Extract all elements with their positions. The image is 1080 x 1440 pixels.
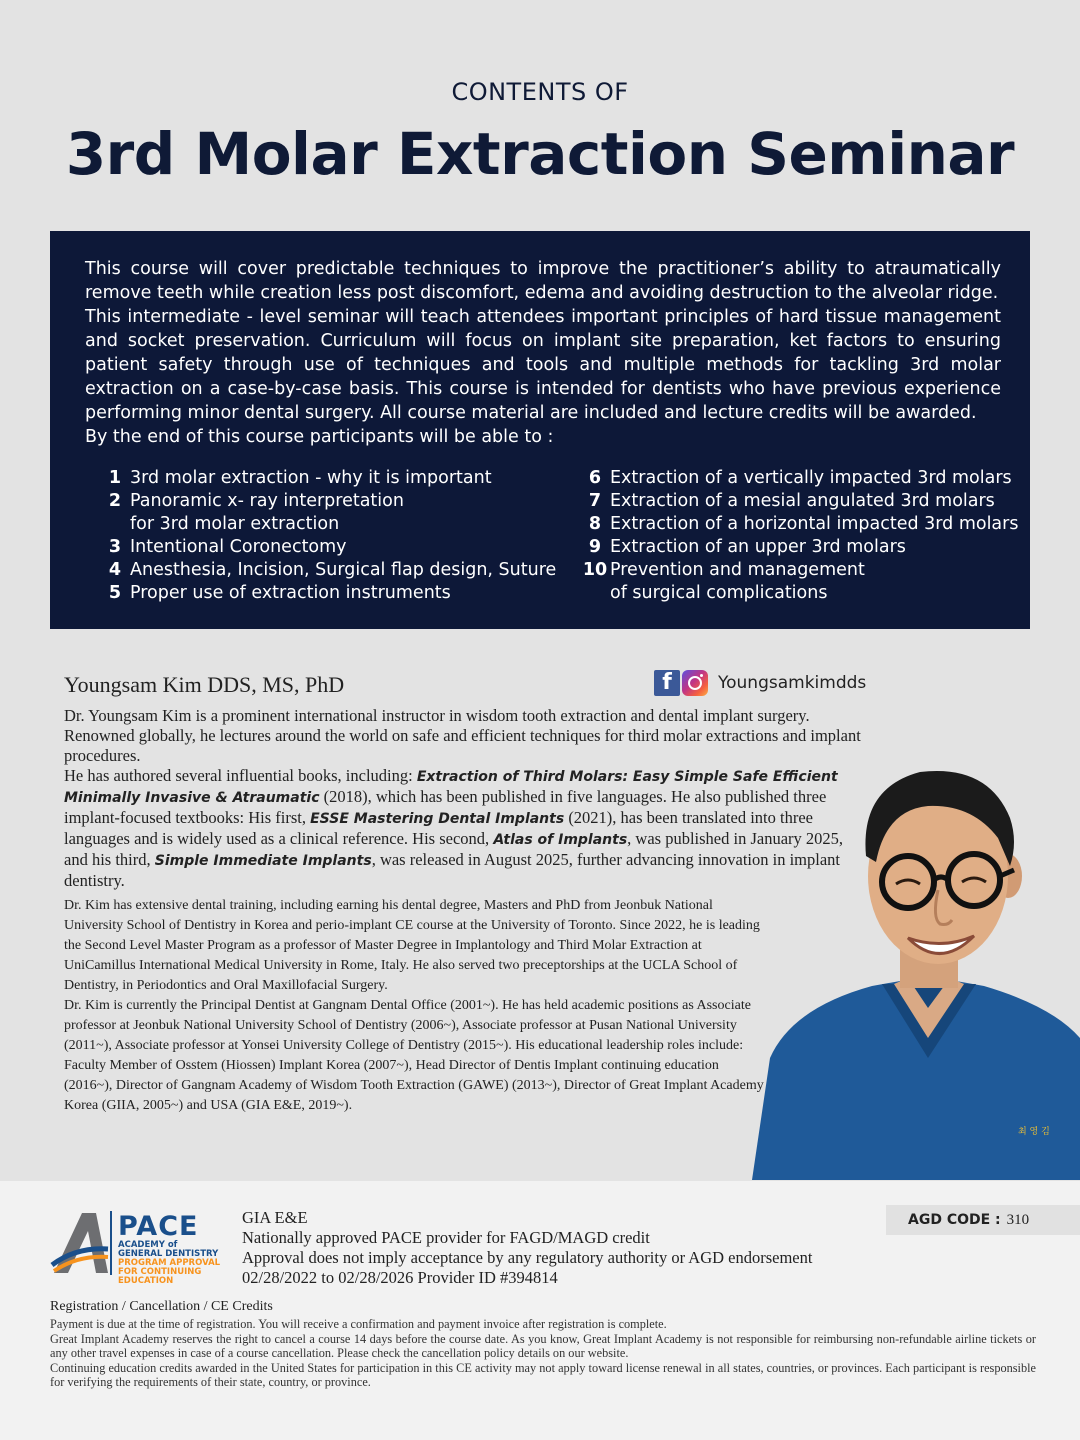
pace-wordmark: PACE [118,1211,199,1242]
registration-line: Continuing education credits awarded in the United States for participation in this CE activity may not apply toward license renewal in all states, countries, or provinces. Each participant is responsible for verifying the requirements of their state, country, or province. [50,1360,1036,1389]
footer [0,1181,1080,1440]
bio-paragraph: Dr. Kim has extensive dental training, including earning his dental degree, Masters and PhD from Jeonbuk National University School of Dentistry in Korea and perio-implant CE course at the University of Toronto. Since 2022, he is leading the Second Level Master Program as a professor of Master Degree in Implantology and Third Molar Extraction at UniCamillus International Medical University in Rome, Italy. He also served two preceptorships at the UCLA School of Dentistry, in Periodontics and Oral Maxillofacial Surgery. [64,898,760,993]
topic-item [580,536,1020,559]
registration-title: Registration / Cancellation / CE Credits [50,1299,273,1314]
topic-text-line: of surgical complications [610,583,828,603]
agd-code-label: AGD CODE : [908,1212,1001,1228]
pace-subtitle-orange [118,1259,220,1286]
portrait-illustration [752,758,1080,1180]
pace-line: FOR CONTINUING [118,1267,202,1277]
book-title: Atlas of Implants [493,832,628,848]
book-title: Simple Immediate Implants [154,853,372,869]
pace-divider [110,1211,112,1275]
agd-code-value: 310 [1006,1211,1030,1228]
page-title: 3rd Molar Extraction Seminar [65,120,1015,188]
topic-text: Extraction of a vertically impacted 3rd molars [610,468,1012,488]
topic-item [100,467,570,490]
topic-item [580,490,1020,513]
registration-line: Great Implant Academy reserves the right to cancel a course 14 days before the course date. As you know, Great Implant Academy is not responsible for reimbursing non-refundable airline tickets or any other travel expenses in case of a course cancellation. Please check the cancellation policy details on our website. [50,1331,1036,1360]
provider-line: Nationally approved PACE provider for FAGD/MAGD credit [242,1228,650,1247]
bio-paragraph: Dr. Youngsam Kim is a prominent international instructor in wisdom tooth extraction and dental implant surgery. Renowned globally, he lectures around the world on safe and efficient techniques for third molar extractions and implant procedures. [64,706,861,765]
topic-number: 8 [588,514,602,534]
topic-text: Proper use of extraction instruments [130,583,451,603]
topic-text [610,559,1020,605]
topic-text: Anesthesia, Incision, Surgical flap design, Suture [130,560,557,580]
bio-text: , was released in August 2025, further advancing innovation in implant dentistry. [64,850,841,890]
topic-number: 7 [588,491,602,511]
provider-line: GIA E&E [242,1208,308,1227]
instructor-bio-details [64,896,770,1116]
scrubs-name-tag: 최 영 김 [1018,1127,1050,1137]
provider-line: Approval does not imply acceptance by any regulatory authority or AGD endorsement [242,1248,813,1267]
page-kicker: CONTENTS OF [451,78,629,106]
topic-text-line: Prevention and management [610,560,865,580]
pace-line: GENERAL DENTISTRY [118,1249,219,1259]
topic-text-line: for 3rd molar extraction [130,514,340,534]
pace-subtitle-blue [118,1241,218,1259]
topic-text: 3rd molar extraction - why it is important [130,468,492,488]
book-title: ESSE Mastering Dental Implants [310,811,565,827]
registration-text [50,1317,1036,1390]
bio-books-paragraph [64,766,870,891]
topic-number: 9 [588,537,602,557]
course-description [85,257,1001,449]
topic-item [100,490,570,536]
provider-info [242,1208,942,1288]
topic-item [580,467,1020,490]
pace-a-icon [50,1209,110,1277]
bio-text: , was published in January 2025, and his third, [64,829,844,869]
bio-paragraph: Dr. Kim is currently the Principal Dentist at Gangnam Dental Office (2001~). He has held academic positions as Associate professor at Jeonbuk National University School of Dentistry (2006~), Associate professor at Pusan National University (2011~), Associate professor at Yonsei University College of Dentistry (2015~). His educational leadership roles include: Faculty Member of Osstem (Hiossen) Implant Korea (2007~), Head Director of Dentis Implant continuing education (2016~), Director of Gangnam Academy of Wisdom Tooth Extraction (GAWE) (2013~), Director of Great Implant Academy Korea (GIIA, 2005~) and USA (GIA E&E, 2019~). [64,998,764,1113]
glasses-bridge [934,877,948,880]
book-title: Extraction of Third Molars: Easy Simple Safe Efficient Minimally Invasive & Atraumatic [64,769,838,806]
bio-text: (2018), which has been published in five languages. He also published three implant-focused textbooks: His first, [64,787,827,827]
topic-item [580,513,1020,536]
topic-number: 4 [108,560,122,580]
pace-line: PROGRAM APPROVAL [118,1258,221,1268]
description-paragraph: This course will cover predictable techniques to improve the practitioner’s ability to atraumatically remove teeth while creation less post discomfort, edema and avoiding destruction to the alveolar ridge. [85,259,1001,303]
topic-item [100,559,570,582]
topic-number: 1 [108,468,122,488]
description-paragraph: This intermediate - level seminar will teach attendees important principles of hard tissue management and socket preservation. Curriculum will focus on implant site preparation, ket factors to ensuring patient safety through use of techniques and tools and multiple methods for tackling 3rd molar extraction on a case-by-case basis. This course is intended for dentists who have previous experience performing minor dental surgery. All course material are included and lecture credits will be awarded. [85,307,1001,423]
bio-text: He has authored several influential books, including: [64,766,417,785]
topic-text: Extraction of a horizontal impacted 3rd molars [610,514,1019,534]
instructor-portrait [752,758,1080,1180]
social-handle[interactable]: Youngsamkimdds [718,673,867,693]
topic-number: 5 [108,583,122,603]
bio-text: (2021), has been translated into three languages and is widely used as a clinical reference. His second, [64,808,813,848]
provider-line: 02/28/2022 to 02/28/2026 Provider ID #394814 [242,1268,558,1287]
pace-logo [50,1209,226,1286]
topic-number: 10 [582,560,608,580]
topic-item [100,582,570,605]
topic-text [130,490,570,536]
pace-line: EDUCATION [118,1276,174,1286]
pace-line: ACADEMY of [118,1240,178,1250]
instructor-bio-intro [64,706,870,891]
topic-text: Extraction of an upper 3rd molars [610,537,906,557]
instructor-name: Youngsam Kim DDS, MS, PhD [64,672,345,697]
topic-list-right [580,467,1020,605]
facebook-icon[interactable]: f [654,670,680,696]
social-links [654,670,866,696]
topic-item [580,559,1020,605]
instagram-icon[interactable] [682,670,708,696]
description-paragraph: By the end of this course participants will be able to : [85,427,554,447]
topic-number: 3 [108,537,122,557]
topic-number: 6 [588,468,602,488]
topic-text: Intentional Coronectomy [130,537,347,557]
topic-number: 2 [108,491,122,511]
topic-item [100,536,570,559]
topic-text-line: Panoramic x- ray interpretation [130,491,404,511]
registration-line: Payment is due at the time of registration. You will receive a confirmation and payment invoice after registration is complete. [50,1317,667,1331]
topic-list-left [100,467,570,605]
topic-text: Extraction of a mesial angulated 3rd molars [610,491,995,511]
course-overview-panel [50,231,1030,629]
agd-code-badge [886,1205,1080,1235]
